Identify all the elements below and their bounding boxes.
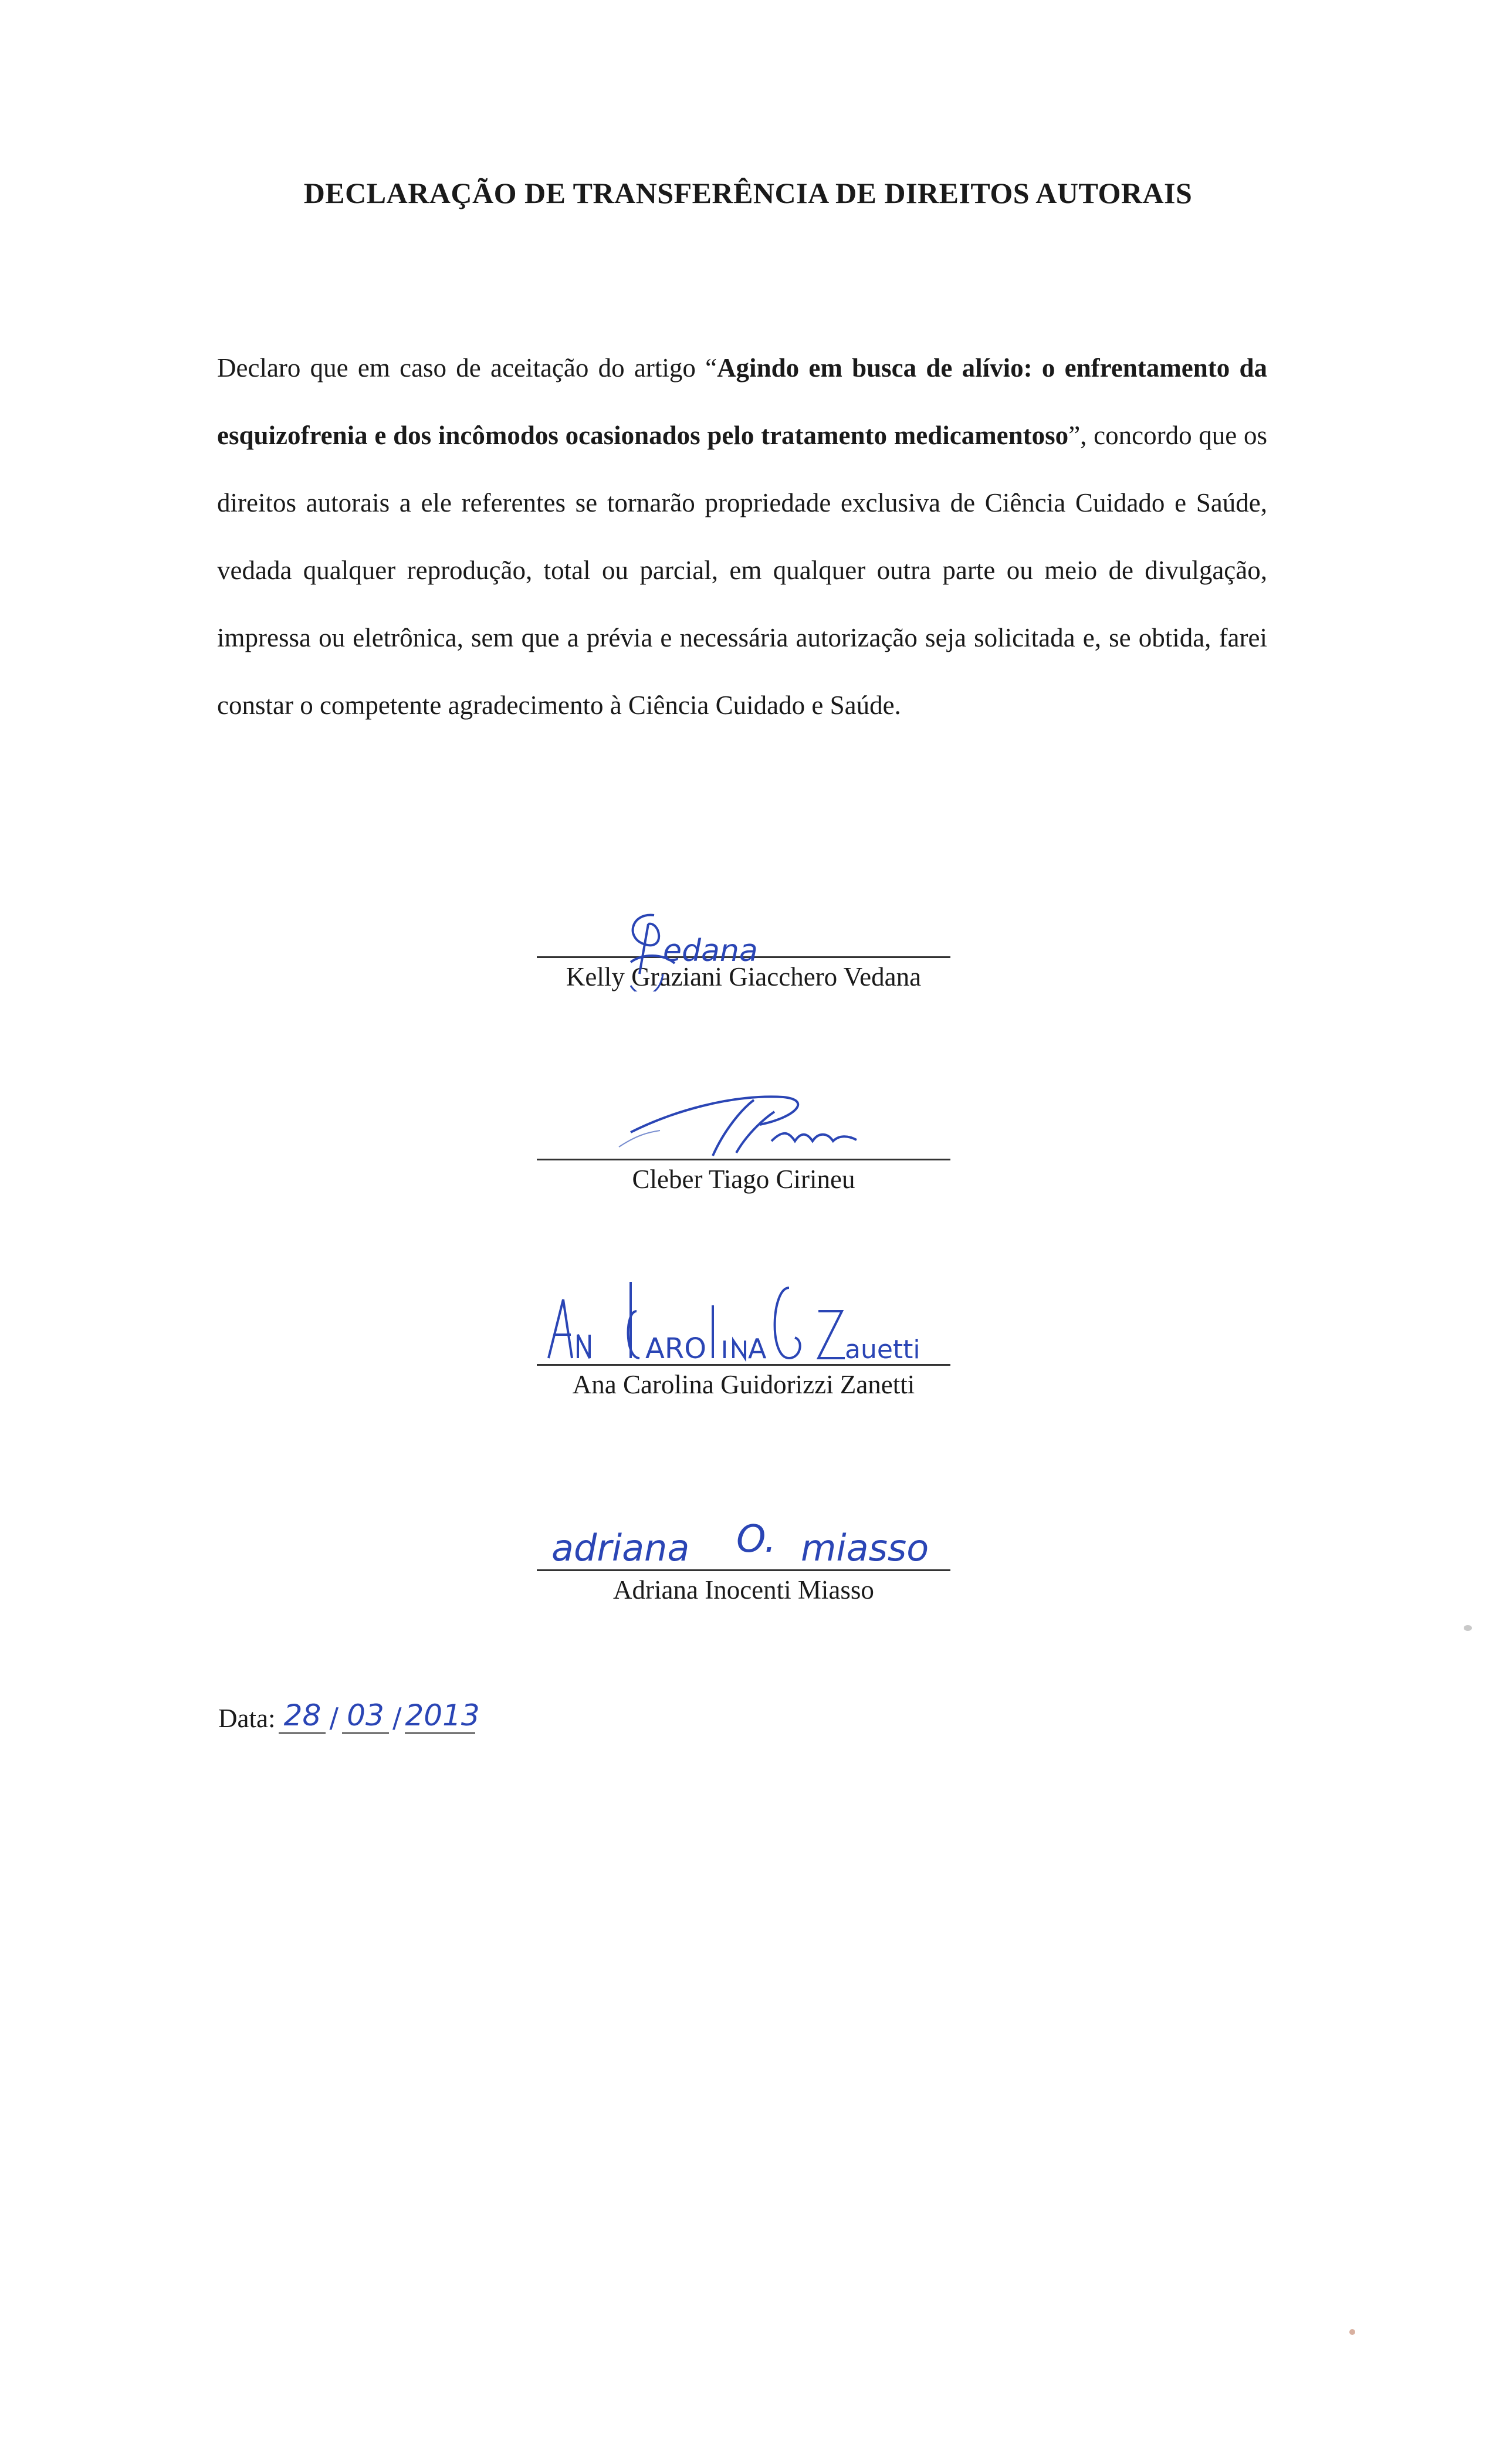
svg-text:edana: edana (663, 933, 758, 969)
date-row (218, 1698, 480, 1734)
svg-text:A: A (748, 1333, 767, 1364)
date-label: Data: (218, 1704, 276, 1733)
scan-speck (1464, 1625, 1472, 1631)
date-separator: / (392, 1702, 402, 1734)
svg-text:auetti: auetti (845, 1335, 920, 1364)
signature-line-2 (537, 1159, 950, 1160)
signature-image-2 (537, 1077, 950, 1165)
signature-line-1 (537, 956, 950, 958)
svg-text:ARO: ARO (645, 1332, 706, 1364)
signature-line-4 (537, 1569, 950, 1571)
date-separator: / (329, 1702, 339, 1734)
signatory-name-3: Ana Carolina Guidorizzi Zanetti (572, 1370, 915, 1399)
paragraph-rest: ”, concordo que os direitos autorais a ele referentes se tornarão propriedade exclusiva de Ciência Cuidado e Saúde, vedada qualquer reprodução, total ou parcial, em qualquer outra parte ou meio de divulgação, impressa ou eletrônica, sem que a prévia e necessária autorização seja solicitada e, se obtida, farei constar o competente agradecimento à Ciência Cuidado e Saúde. (217, 421, 1267, 720)
signature-image-3 (537, 1276, 950, 1364)
signatory-name-4: Adriana Inocenti Miasso (613, 1575, 874, 1605)
signatory-name-2: Cleber Tiago Cirineu (632, 1165, 855, 1194)
date-year: 2013 (405, 1698, 480, 1732)
date-month: 03 (342, 1698, 389, 1734)
signature-block-1 (537, 933, 950, 992)
svg-text:adriana: adriana (551, 1527, 690, 1569)
scan-speck (1349, 2329, 1355, 2335)
svg-text:miasso: miasso (801, 1527, 929, 1569)
svg-text:O.: O. (736, 1518, 777, 1561)
signature-line-3 (537, 1364, 950, 1366)
signature-block-4 (537, 1518, 950, 1605)
paragraph-intro: Declaro que em caso de aceitação do artigo “ (217, 353, 717, 383)
article-title: Agindo em busca de alívio: o enfrentamento da esquizofrenia e dos incômodos ocasionados pelo tratamento medicamentoso (217, 353, 1267, 450)
signature-block-3 (537, 1332, 950, 1400)
signature-image-4 (537, 1502, 950, 1572)
signature-block-2 (537, 1159, 950, 1194)
signatory-name-1: Kelly Graziani Giacchero Vedana (566, 962, 922, 991)
date-day: 28 (279, 1698, 326, 1734)
declaration-paragraph (217, 334, 1267, 739)
document-title: DECLARAÇÃO DE TRANSFERÊNCIA DE DIREITOS AUTORAIS (303, 177, 1193, 209)
